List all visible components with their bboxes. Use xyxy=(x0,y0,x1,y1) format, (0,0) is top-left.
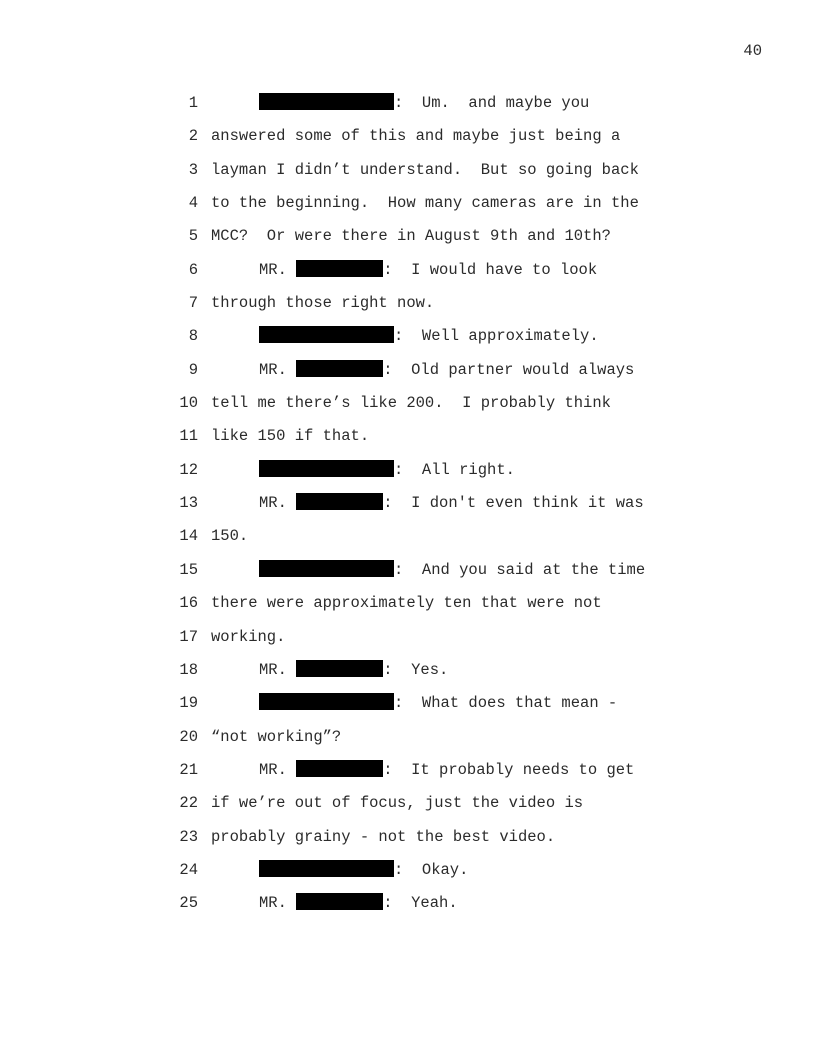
transcript-line xyxy=(0,293,816,326)
spoken-text: : Well approximately. xyxy=(394,327,599,346)
spoken-text: there were approximately ten that were not xyxy=(211,594,602,613)
line-number: 10 xyxy=(179,394,198,413)
transcript-line xyxy=(0,160,816,193)
transcript-line xyxy=(0,693,816,726)
spoken-text: answered some of this and maybe just being a xyxy=(211,127,621,146)
line-number: 8 xyxy=(188,327,198,346)
spoken-text: : Um. and maybe you xyxy=(394,94,590,112)
speaker-prefix: MR. xyxy=(259,260,297,279)
spoken-text: layman I didn’t understand. But so going back xyxy=(211,160,639,179)
page-number: 40 xyxy=(743,42,762,60)
redaction-bar xyxy=(259,693,394,710)
transcript-line xyxy=(0,727,816,760)
line-number: 6 xyxy=(188,260,198,279)
line-text xyxy=(211,793,583,813)
transcript-line xyxy=(0,126,816,159)
line-text xyxy=(259,660,448,680)
line-text xyxy=(259,326,599,346)
line-text xyxy=(211,827,555,847)
spoken-text: MCC? Or were there in August 9th and 10th? xyxy=(211,227,611,246)
spoken-text: : Old partner would always xyxy=(383,360,635,379)
line-text xyxy=(259,460,515,480)
line-number: 3 xyxy=(188,160,198,179)
transcript-line xyxy=(0,893,816,926)
redaction-bar xyxy=(259,326,394,343)
line-number: 20 xyxy=(179,727,198,746)
line-text xyxy=(211,426,369,446)
spoken-text: : Okay. xyxy=(394,860,469,879)
line-text xyxy=(259,893,458,913)
line-number: 7 xyxy=(188,294,198,313)
line-number: 23 xyxy=(179,827,198,846)
transcript-line xyxy=(0,660,816,693)
spoken-text: like 150 if that. xyxy=(211,427,370,446)
redaction-bar xyxy=(296,493,383,510)
spoken-text: “not working”? xyxy=(211,727,342,746)
spoken-text: : All right. xyxy=(394,460,515,479)
transcript-line xyxy=(0,360,816,393)
line-number: 1 xyxy=(188,94,198,112)
spoken-text: probably grainy - not the best video. xyxy=(211,827,556,846)
spoken-text: : I don't even think it was xyxy=(383,494,644,513)
spoken-text: : Yes. xyxy=(383,660,449,679)
line-text xyxy=(259,260,597,280)
spoken-text: through those right now. xyxy=(211,294,435,313)
line-text xyxy=(211,193,639,213)
redaction-bar xyxy=(296,360,383,377)
transcript-line xyxy=(0,226,816,259)
line-text xyxy=(211,526,248,546)
redaction-bar xyxy=(259,460,394,477)
transcript-line xyxy=(0,793,816,826)
redaction-bar xyxy=(259,560,394,577)
line-number: 22 xyxy=(179,794,198,813)
line-number: 4 xyxy=(188,194,198,213)
speaker-prefix: MR. xyxy=(259,894,297,913)
line-number: 14 xyxy=(179,527,198,546)
line-text xyxy=(211,293,434,313)
speaker-prefix: MR. xyxy=(259,760,297,779)
redaction-bar xyxy=(296,893,383,910)
line-text xyxy=(259,860,468,880)
transcript-line xyxy=(0,193,816,226)
redaction-bar xyxy=(296,260,383,277)
line-text xyxy=(211,593,602,613)
speaker-prefix: MR. xyxy=(259,660,297,679)
transcript-line xyxy=(0,460,816,493)
line-number: 12 xyxy=(179,460,198,479)
spoken-text: to the beginning. How many cameras are in the xyxy=(211,194,639,213)
line-number: 9 xyxy=(188,360,198,379)
transcript-line xyxy=(0,526,816,559)
line-text xyxy=(211,727,341,747)
line-text xyxy=(259,493,644,513)
transcript-line xyxy=(0,860,816,893)
line-text xyxy=(259,560,645,580)
line-text xyxy=(211,226,611,246)
spoken-text: 150. xyxy=(211,527,249,546)
transcript-line xyxy=(0,426,816,459)
transcript-line xyxy=(0,393,816,426)
redaction-bar xyxy=(296,760,383,777)
transcript-line xyxy=(0,260,816,293)
transcript-line xyxy=(0,93,816,126)
spoken-text: : What does that mean - xyxy=(394,694,618,713)
line-number: 25 xyxy=(179,894,198,913)
line-text xyxy=(211,627,285,647)
line-number: 13 xyxy=(179,494,198,513)
transcript-line xyxy=(0,827,816,860)
line-number: 21 xyxy=(179,760,198,779)
transcript-line xyxy=(0,560,816,593)
speaker-prefix: MR. xyxy=(259,494,297,513)
transcript-line xyxy=(0,593,816,626)
line-text xyxy=(259,760,634,780)
spoken-text: if we’re out of focus, just the video is xyxy=(211,794,584,813)
transcript-body xyxy=(0,93,816,927)
spoken-text: tell me there’s like 200. I probably think xyxy=(211,394,611,413)
line-number: 5 xyxy=(188,227,198,246)
speaker-prefix: MR. xyxy=(259,360,297,379)
line-text xyxy=(211,393,611,413)
line-number: 18 xyxy=(179,660,198,679)
line-text xyxy=(259,693,617,713)
line-text xyxy=(259,360,634,380)
spoken-text: : It probably needs to get xyxy=(383,760,635,779)
line-number: 19 xyxy=(179,694,198,713)
line-text xyxy=(259,93,589,113)
line-number: 16 xyxy=(179,594,198,613)
line-number: 24 xyxy=(179,860,198,879)
redaction-bar xyxy=(296,660,383,677)
spoken-text: : I would have to look xyxy=(383,260,598,279)
transcript-line xyxy=(0,493,816,526)
line-number: 11 xyxy=(179,427,198,446)
transcript-line xyxy=(0,627,816,660)
line-text xyxy=(211,126,620,146)
redaction-bar xyxy=(259,93,394,110)
transcript-line xyxy=(0,760,816,793)
line-number: 17 xyxy=(179,627,198,646)
line-number: 15 xyxy=(179,560,198,579)
redaction-bar xyxy=(259,860,394,877)
line-number: 2 xyxy=(188,127,198,146)
transcript-line xyxy=(0,326,816,359)
spoken-text: : Yeah. xyxy=(383,894,458,913)
line-text xyxy=(211,160,639,180)
spoken-text: working. xyxy=(211,627,286,646)
spoken-text: : And you said at the time xyxy=(394,560,646,579)
